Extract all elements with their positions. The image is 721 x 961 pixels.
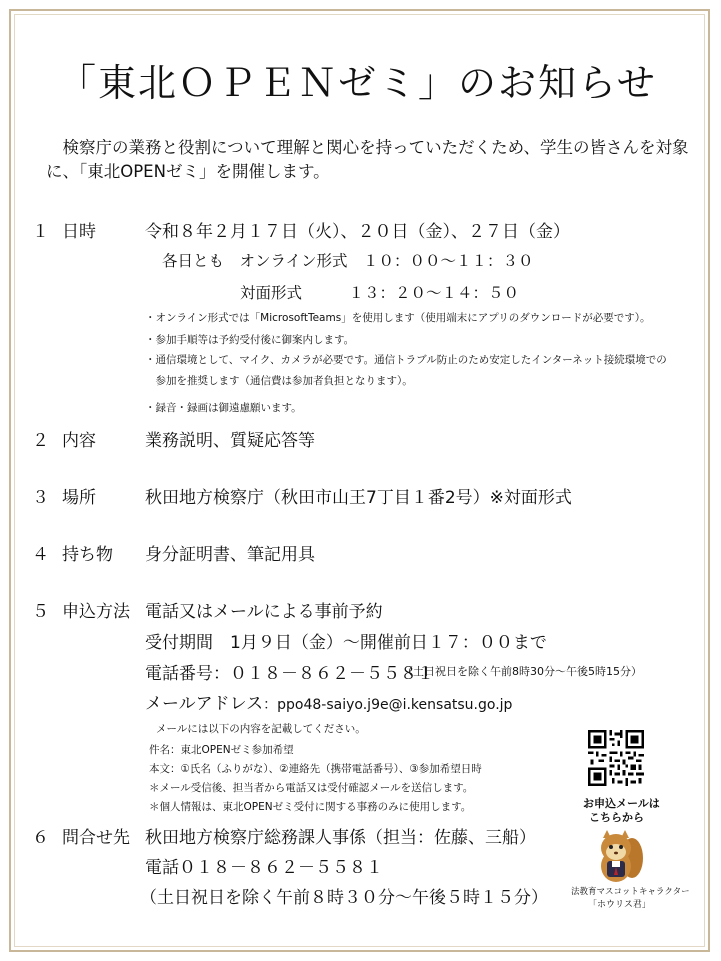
apply-period: 受付期間 1月９日（金）～開催前日１７：００まで <box>145 633 547 653</box>
section-3-label: 場所 <box>62 488 96 508</box>
datetime-note: 参加を推奨します（通信費は参加者負担となります）。 <box>145 375 413 387</box>
section-5-label: 申込方法 <box>62 602 130 622</box>
bring-text: 身分証明書、筆記用具 <box>145 545 315 565</box>
mascot-squirrel-icon <box>592 828 644 884</box>
datetime-note: ・通信環境として、マイク、カメラが必要です。通信トラブル防止のため安定したインターネット接続環境での <box>145 354 667 366</box>
mascot-caption-line2: 「ホウリス君」 <box>588 900 651 910</box>
intro-paragraph: 検察庁の業務と役割について理解と関心を持っていただくため、学生の皆さんを対象に、「東北OPENゼミ」を開催します。 <box>46 138 689 181</box>
datetime-note: ・録音・録画は御遠慮願います。 <box>145 402 302 414</box>
apply-mail-address[interactable]: ：ppo48-saiyo.j9e@i.kensatsu.go.jp <box>263 697 513 713</box>
contact-text: 秋田地方検察庁総務課人事係（担当：佐藤、三船） <box>145 828 536 848</box>
mail-note: ＊個人情報は、東北OPENゼミ受付に関する事務のみに使用します。 <box>149 801 472 813</box>
mascot-caption-line1: 法教育マスコットキャラクター <box>571 887 690 897</box>
qr-caption-line2: こちらから <box>589 811 644 824</box>
section-2-number: ２ <box>32 431 49 451</box>
qr-code-icon[interactable] <box>588 730 644 786</box>
mail-note: 件名：東北OPENゼミ参加希望 <box>149 744 294 756</box>
inperson-time: 対面形式 １３：２０～１４：５０ <box>240 284 520 302</box>
mail-note: メールには以下の内容を記載してください。 <box>156 723 366 735</box>
section-4-label: 持ち物 <box>62 545 113 565</box>
section-1-number: １ <box>32 222 49 242</box>
section-2-label: 内容 <box>62 431 96 451</box>
apply-mail-row <box>145 689 512 714</box>
datetime-note: ・参加手順等は予約受付後に御案内します。 <box>145 334 355 346</box>
section-1-label: 日時 <box>62 222 96 242</box>
page-title: 「東北ＯＰＥＮゼミ」のお知らせ <box>58 61 657 105</box>
section-5-number: ５ <box>32 602 49 622</box>
apply-phone: 電話番号：０１８－８６２－５５８１ <box>145 664 434 684</box>
section-6-number: ６ <box>32 828 49 848</box>
apply-phone-hours: （土日祝日を除く午前8時30分～午後5時15分） <box>402 665 642 678</box>
section-3-number: ３ <box>32 488 49 508</box>
online-time: 各日とも オンライン形式 １０：００～１１：３０ <box>162 252 534 270</box>
contact-phone: 電話０１８－８６２－５５８１ <box>145 858 383 878</box>
apply-text: 電話又はメールによる事前予約 <box>145 602 383 622</box>
section-4-number: ４ <box>32 545 49 565</box>
contact-hours: （土日祝日を除く午前８時３０分～午後５時１５分） <box>140 888 548 908</box>
section-6-label: 問合せ先 <box>62 828 130 848</box>
mail-note: 本文：①氏名（ふりがな）、②連絡先（携帯電話番号）、③参加希望日時 <box>149 763 482 775</box>
event-dates: 令和８年２月１７日（火）、２０日（金）、２７日（金） <box>145 222 570 242</box>
content-text: 業務説明、質疑応答等 <box>145 431 315 451</box>
mail-note: ＊メール受信後、担当者から電話又は受付確認メールを送信します。 <box>149 782 474 794</box>
qr-caption-line1: お申込メールは <box>583 797 660 810</box>
apply-mail-label: メールアドレス <box>145 694 264 714</box>
place-text: 秋田地方検察庁（秋田市山王7丁目１番2号）※対面形式 <box>145 488 572 508</box>
datetime-note: ・オンライン形式では「MicrosoftTeams」を使用します（使用端末にアプリのダウンロードが必要です）。 <box>145 312 651 324</box>
